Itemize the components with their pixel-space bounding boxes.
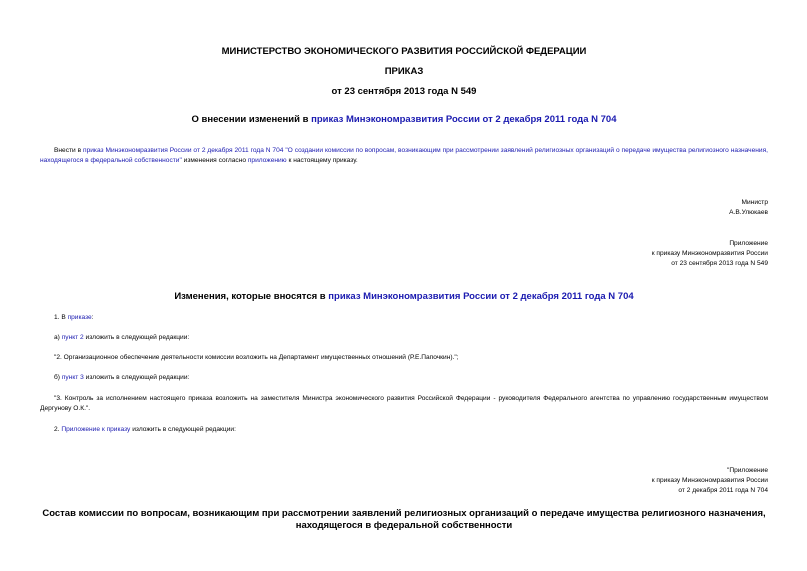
appendix-ref-line3: от 23 сентября 2013 года N 549 bbox=[671, 260, 768, 267]
change-item-b-quote: "3. Контроль за исполнением настоящего приказа возложить на заместителя Министра экономического развития Российской Федерации - руководителя Федерального агентства по управлению государственным имуществом Дергунову О.К.". bbox=[40, 395, 768, 412]
change-item-a-quote: "2. Организационное обеспечение деятельности комиссии возложить на Департамент имущественных отношений (Р.Е.Папочкин)."; bbox=[54, 354, 459, 361]
signature-name: А.В.Улюкаев bbox=[729, 209, 768, 216]
intro-text-1: Внести в bbox=[54, 147, 84, 154]
order-title-link[interactable]: приказ Минэкономразвития России от 2 декабря 2011 года N 704 bbox=[311, 114, 617, 125]
order-date-number: от 23 сентября 2013 года N 549 bbox=[331, 86, 477, 97]
changes-title-prefix: Изменения, которые вносятся в bbox=[174, 291, 329, 302]
item-b-link[interactable]: пункт 3 bbox=[61, 374, 84, 381]
change-item-b bbox=[54, 373, 189, 383]
intro-paragraph bbox=[40, 146, 768, 166]
intro-order-link[interactable]: приказ Минэкономразвития России от 2 декабря 2011 года N 704 "О создании комиссии по вопросам, возникающим при рассмотрении заявлений религиозных организаций о передаче имущества религиозного назначения, находящегося в федеральной собственности" bbox=[40, 147, 768, 164]
item-a-prefix: а) bbox=[54, 334, 62, 341]
changes-title bbox=[40, 291, 768, 303]
change-item-2 bbox=[54, 425, 236, 435]
item2-prefix: 2. bbox=[54, 426, 62, 433]
item2-suffix: изложить в следующей редакции: bbox=[130, 426, 236, 433]
appendix-ref-line2: к приказу Минэкономразвития России bbox=[651, 250, 768, 257]
appendix-quote-line1: "Приложение bbox=[726, 467, 768, 474]
intro-text-2: изменения согласно bbox=[181, 157, 248, 164]
intro-appendix-link[interactable]: приложению bbox=[247, 157, 287, 164]
composition-title-line2: находящегося в федеральной собственности bbox=[295, 520, 513, 531]
composition-title-line1: Состав комиссии по вопросам, возникающим при рассмотрении заявлений религиозных организаций о передаче имущества религиозного назначения, bbox=[42, 508, 766, 519]
item-b-prefix: б) bbox=[54, 374, 62, 381]
item1-suffix: : bbox=[91, 314, 94, 321]
doc-type-heading: ПРИКАЗ bbox=[384, 66, 424, 77]
signature-position: Министр bbox=[741, 199, 768, 206]
changes-title-link[interactable]: приказ Минэкономразвития России от 2 декабря 2011 года N 704 bbox=[328, 291, 634, 302]
appendix-ref-line1: Приложение bbox=[729, 240, 768, 247]
item2-link[interactable]: Приложение к приказу bbox=[61, 426, 131, 433]
ministry-heading: МИНИСТЕРСТВО ЭКОНОМИЧЕСКОГО РАЗВИТИЯ РОССИЙСКОЙ ФЕДЕРАЦИИ bbox=[221, 46, 587, 57]
item1-prefix: 1. В bbox=[54, 314, 68, 321]
appendix-quote-line2: к приказу Минэкономразвития России bbox=[651, 477, 768, 484]
item1-link[interactable]: приказе bbox=[67, 314, 92, 321]
order-title bbox=[40, 114, 768, 126]
item-b-suffix: изложить в следующей редакции: bbox=[83, 374, 190, 381]
item-a-link[interactable]: пункт 2 bbox=[61, 334, 84, 341]
change-item-1 bbox=[54, 313, 94, 323]
order-title-prefix: О внесении изменений в bbox=[191, 114, 312, 125]
change-item-a bbox=[54, 333, 189, 343]
item-a-suffix: изложить в следующей редакции: bbox=[83, 334, 190, 341]
intro-text-3: к настоящему приказу. bbox=[286, 157, 358, 164]
appendix-quote-line3: от 2 декабря 2011 года N 704 bbox=[678, 487, 768, 494]
